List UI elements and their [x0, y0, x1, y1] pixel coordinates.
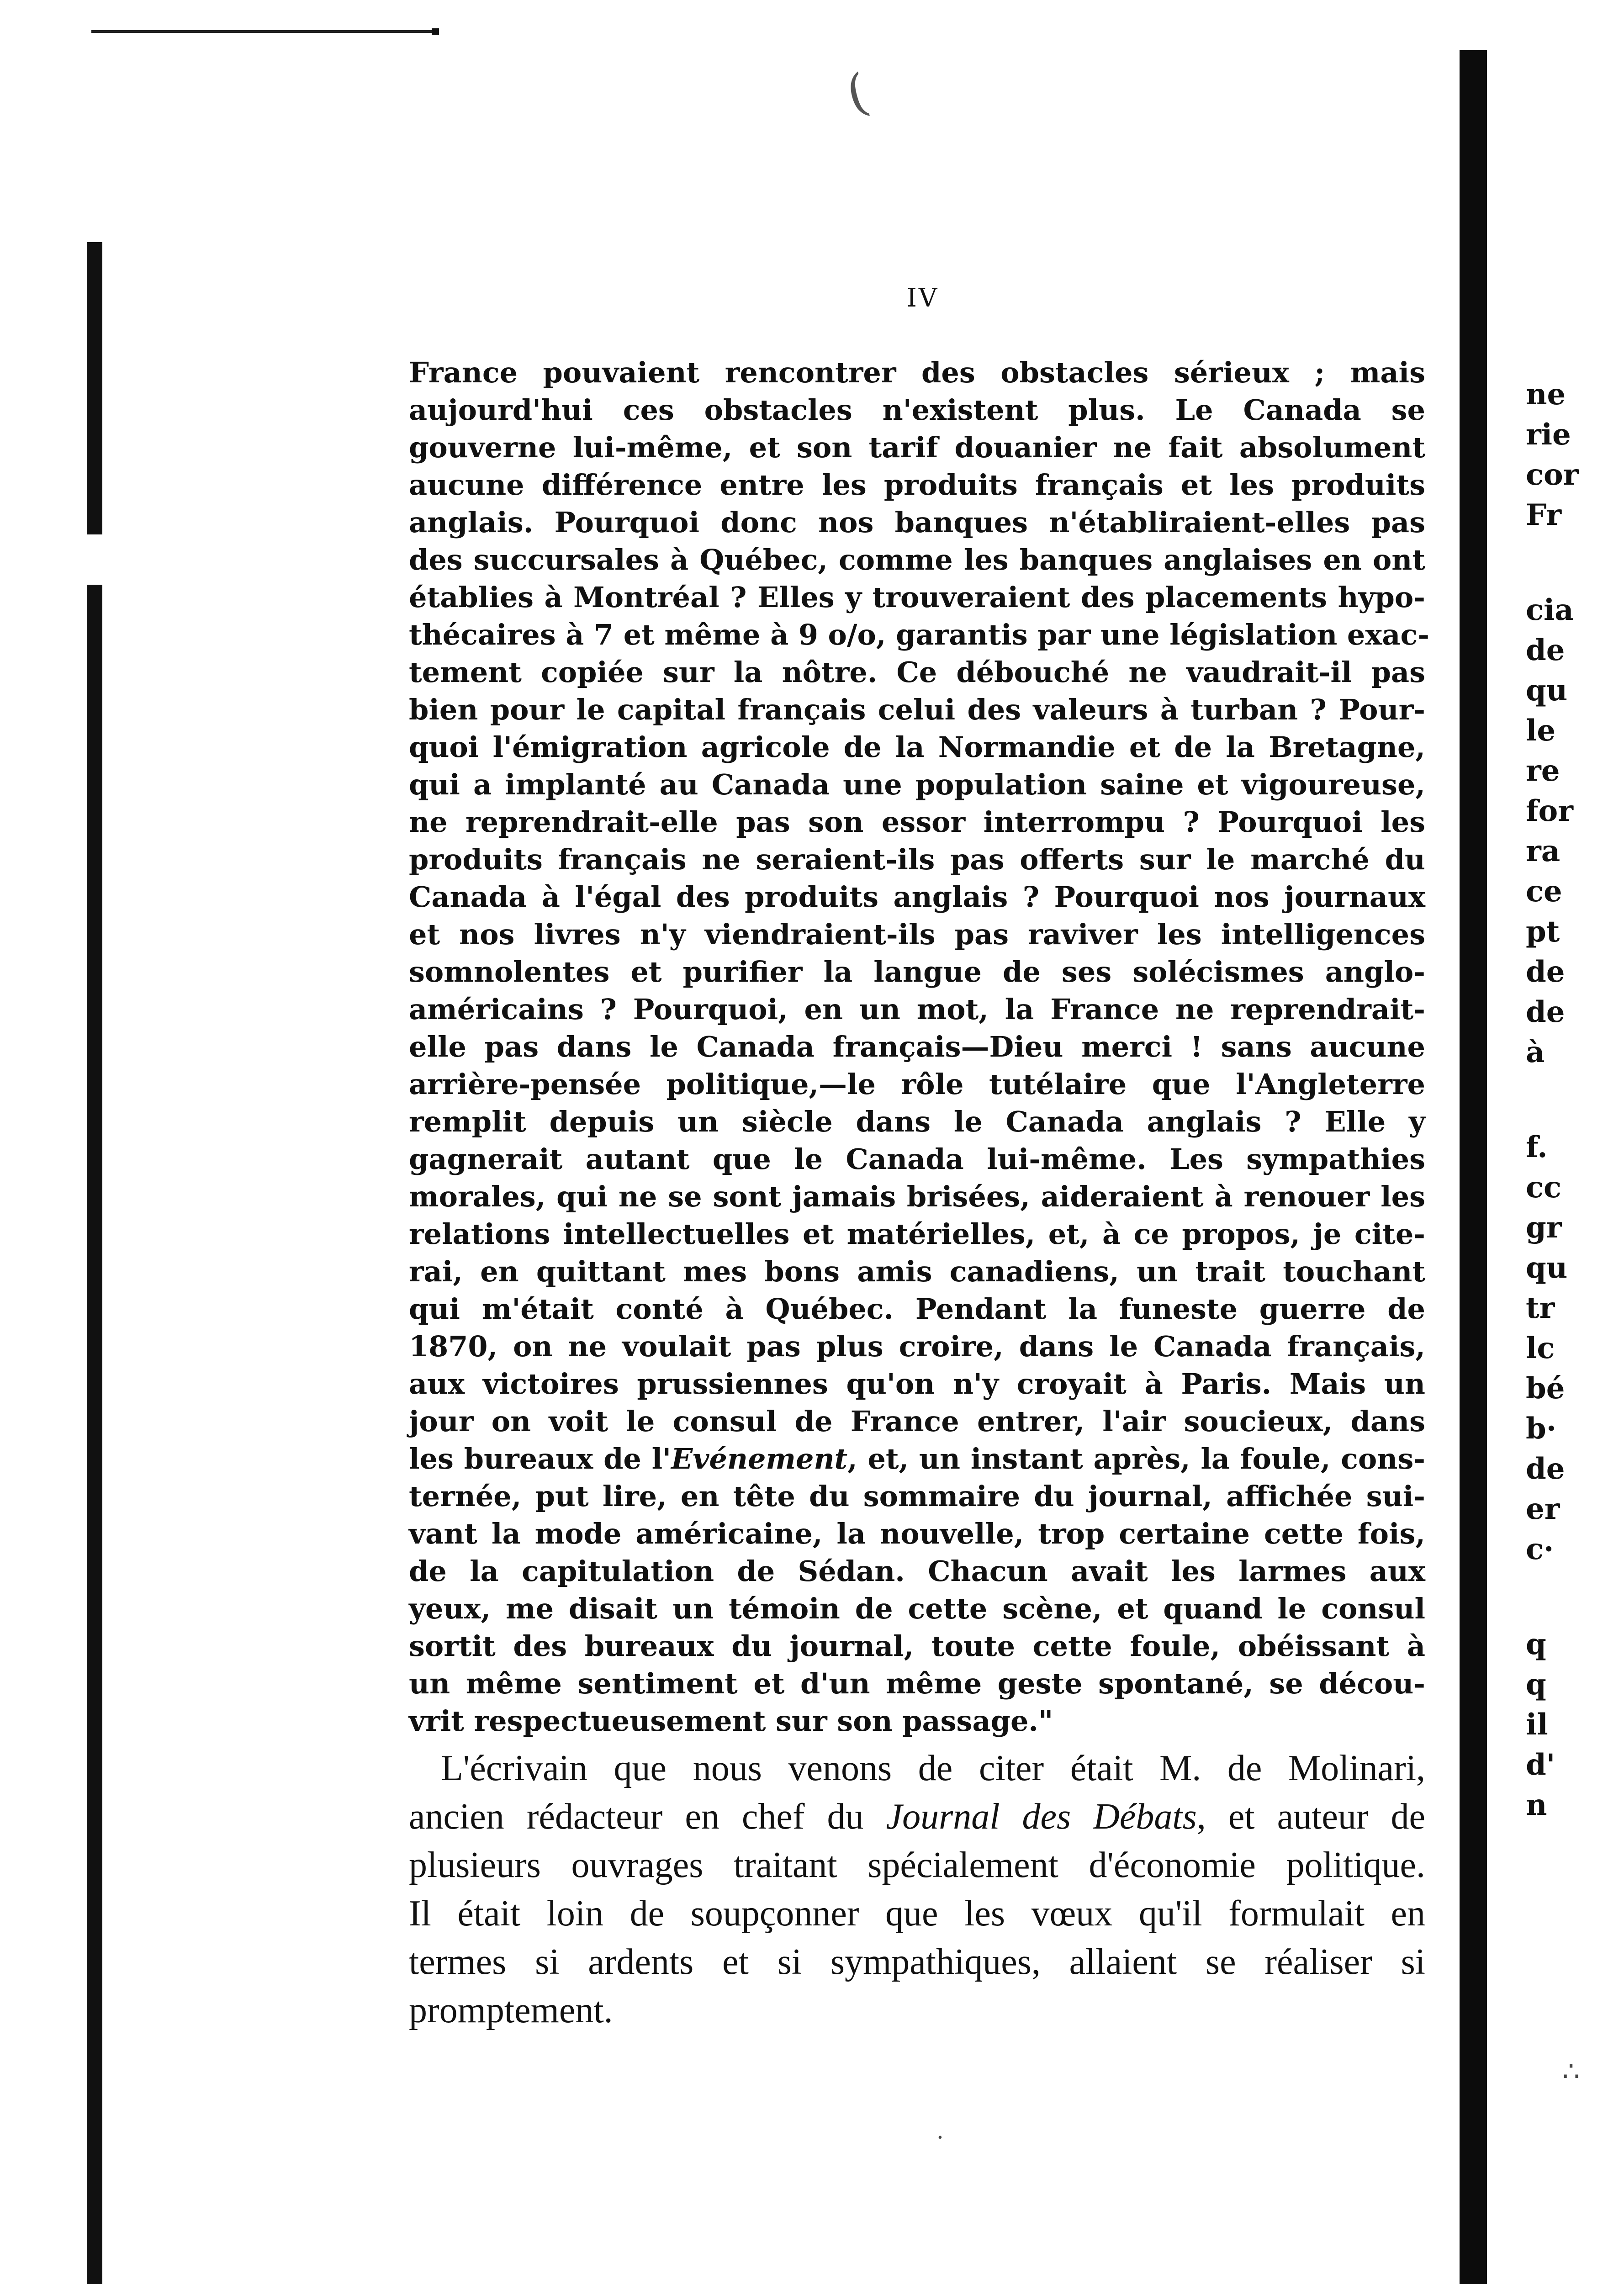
text-line: produits français ne seraient-ils pas offerts sur le marché du — [409, 843, 1425, 876]
facing-page-word: n — [1526, 1788, 1547, 1822]
facing-page-word: c· — [1526, 1532, 1554, 1566]
text-line: ne reprendrait-elle pas son essor interrompu ? Pourquoi les — [409, 805, 1425, 839]
text-line: sortit des bureaux du journal, toute cette foule, obéissant à — [409, 1629, 1425, 1663]
page-folio: IV — [906, 283, 939, 313]
text-line: gagnerait autant que le Canada lui-même. Les sympathies — [409, 1142, 1425, 1176]
facing-page-gap — [1526, 1570, 1617, 1624]
pencil-tick-mark: ( — [840, 62, 874, 124]
facing-page-word: re — [1526, 754, 1560, 788]
facing-page-word: q — [1526, 1667, 1546, 1702]
facing-page-word: for — [1526, 794, 1573, 828]
text-line: ternée, put lire, en tête du sommaire du journal, affichée sui- — [409, 1480, 1425, 1513]
scan-smudge: ∴ — [1562, 2056, 1580, 2088]
text-fragment: , et, un instant après, la foule, cons- — [847, 1442, 1425, 1475]
facing-page-fragment — [1526, 356, 1617, 1825]
text-line: et nos livres n'y viendraient-ils pas raviver les intelligences — [409, 918, 1425, 951]
text-line: vant la mode américaine, la nouvelle, trop certaine cette fois, — [409, 1517, 1425, 1550]
facing-page-word: à — [1526, 1035, 1545, 1069]
facing-page-word: ce — [1526, 874, 1562, 909]
facing-page-word: cor — [1526, 458, 1579, 492]
text-line: qui a implanté au Canada une population saine et vigoureuse, — [409, 768, 1425, 801]
text-line: thécaires à 7 et même à 9 o/o, garantis par une législation exac- — [409, 618, 1429, 651]
left-scan-edge-mid — [87, 297, 102, 534]
text-line: Canada à l'égal des produits anglais ? Pourquoi nos journaux — [409, 880, 1425, 914]
paragraph-line: Il était loin de soupçonner que les vœux qu'il formulait en — [409, 1893, 1425, 1934]
facing-page-word: pt — [1526, 915, 1560, 949]
text-line: tement copiée sur la nôtre. Ce débouché ne vaudrait-il pas — [409, 656, 1425, 689]
text-line: établies à Montréal ? Elles y trouveraient des placements hypo- — [409, 581, 1425, 614]
text-line: qui m'était conté à Québec. Pendant la funeste guerre de — [409, 1292, 1425, 1326]
text-line: morales, qui ne se sont jamais brisées, aideraient à renouer les — [409, 1180, 1425, 1213]
text-fragment: les bureaux de l' — [409, 1442, 672, 1475]
facing-page-word: gr — [1526, 1211, 1562, 1245]
text-line: elle pas dans le Canada français—Dieu merci ! sans aucune — [409, 1030, 1425, 1063]
text-line: aujourd'hui ces obstacles n'existent plus. Le Canada se — [409, 393, 1425, 427]
facing-page-word: f. — [1526, 1130, 1548, 1164]
facing-page-word: lc — [1526, 1331, 1555, 1365]
facing-page-word: qu — [1526, 673, 1568, 708]
text-line: arrière-pensée politique,—le rôle tutélaire que l'Angleterre — [409, 1068, 1425, 1101]
text-line: rai, en quittant mes bons amis canadiens, un trait touchant — [409, 1255, 1425, 1288]
facing-page-word: cia — [1526, 593, 1574, 627]
facing-page-word: de — [1526, 1452, 1565, 1486]
scan-top-rule-dot — [432, 28, 439, 35]
text-line: quoi l'émigration agricole de la Normandie et de la Bretagne, — [409, 730, 1425, 764]
text-line: 1870, on ne voulait pas plus croire, dans le Canada français, — [409, 1330, 1425, 1363]
text-line: anglais. Pourquoi donc nos banques n'établiraient-elles pas — [409, 506, 1425, 539]
text-line: de la capitulation de Sédan. Chacun avait les larmes aux — [409, 1554, 1425, 1588]
left-scan-edge-bottom — [87, 585, 102, 2284]
text-line: américains ? Pourquoi, en un mot, la France ne reprendrait- — [409, 993, 1425, 1026]
book-spine-shadow — [1460, 50, 1487, 2284]
newspaper-title-italic: Evénement — [671, 1442, 848, 1475]
closing-paragraph — [409, 1744, 1425, 2035]
text-line: bien pour le capital français celui des valeurs à turban ? Pour- — [409, 693, 1425, 726]
text-line: un même sentiment et d'un même geste spontané, se décou- — [409, 1667, 1425, 1700]
facing-page-word: le — [1526, 714, 1556, 748]
paragraph-line: promptement. — [409, 1990, 613, 2030]
quoted-text-block — [409, 354, 1429, 1740]
text-line-with-italic — [409, 1440, 1425, 1478]
facing-page-gap — [1526, 1073, 1617, 1127]
facing-page-word: de — [1526, 633, 1565, 667]
text-line: gouverne lui-même, et son tarif douanier ne fait absolument — [409, 431, 1425, 464]
left-scan-edge-top — [87, 242, 102, 297]
text-fragment: ancien rédacteur en chef du — [409, 1797, 886, 1837]
journal-title-italic: Journal des Débats — [886, 1797, 1197, 1837]
paragraph-line-with-italic — [409, 1792, 1425, 1841]
text-line: aux victoires prussiennes qu'on n'y croyait à Paris. Mais un — [409, 1367, 1425, 1401]
scan-speck: · — [936, 2124, 944, 2151]
facing-page-word: Fr — [1526, 498, 1562, 532]
facing-page-gap — [1526, 535, 1617, 590]
paragraph-line: L'écrivain que nous venons de citer était M. de Molinari, — [441, 1748, 1425, 1788]
text-line: yeux, me disait un témoin de cette scène, et quand le consul — [409, 1592, 1425, 1625]
facing-page-word: rie — [1526, 418, 1571, 452]
scan-top-rule — [91, 30, 439, 33]
text-line: des succursales à Québec, comme les banques anglaises en ont — [409, 543, 1425, 576]
facing-page-word: tr — [1526, 1291, 1555, 1325]
facing-page-word: d' — [1526, 1748, 1555, 1782]
facing-page-word: ra — [1526, 834, 1561, 868]
text-fragment: , et auteur de — [1196, 1797, 1426, 1837]
paragraph-line: termes si ardents et si sympathiques, allaient se réaliser si — [409, 1942, 1425, 1982]
text-line: France pouvaient rencontrer des obstacles sérieux ; mais — [409, 356, 1425, 389]
text-line: vrit respectueusement sur son passage." — [409, 1704, 1053, 1738]
facing-page-word: er — [1526, 1492, 1560, 1526]
facing-page-word: q — [1526, 1627, 1546, 1661]
text-line: jour on voit le consul de France entrer, l'air soucieux, dans — [409, 1405, 1425, 1438]
paragraph-line: plusieurs ouvrages traitant spécialement d'économie politique. — [409, 1845, 1425, 1885]
facing-page-word: qu — [1526, 1251, 1568, 1285]
facing-page-word: cc — [1526, 1170, 1561, 1205]
text-line: remplit depuis un siècle dans le Canada anglais ? Elle y — [409, 1105, 1425, 1138]
text-line: aucune différence entre les produits français et les produits — [409, 468, 1425, 502]
text-line: somnolentes et purifier la langue de ses solécismes anglo- — [409, 955, 1425, 989]
facing-page-word: b· — [1526, 1412, 1557, 1446]
text-line: relations intellectuelles et matérielles, et, à ce propos, je cite- — [409, 1217, 1425, 1251]
facing-page-word: bé — [1526, 1371, 1565, 1406]
facing-page-blank — [1526, 356, 1617, 375]
facing-page-word: ne — [1526, 377, 1566, 412]
facing-page-word: il — [1526, 1708, 1548, 1742]
facing-page-word: de — [1526, 955, 1565, 989]
facing-page-word: de — [1526, 995, 1565, 1029]
